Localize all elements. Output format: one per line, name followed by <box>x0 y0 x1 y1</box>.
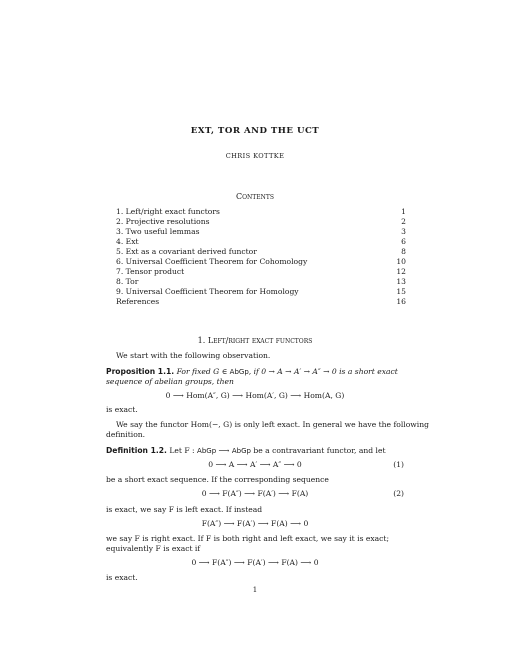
equation-1-number: (1) <box>393 460 404 469</box>
toc-entry[interactable] <box>116 257 406 267</box>
section-number: 1. <box>197 336 206 345</box>
toc-entry-label: 5. Ext as a covariant derived functor <box>116 247 257 256</box>
toc-entry-page: 13 <box>396 277 406 286</box>
proposition-text: For fixed <box>176 367 214 376</box>
equation-1: 0 ⟶ A ⟶ A′ ⟶ A″ ⟶ 0 <box>208 460 302 469</box>
toc-entry[interactable] <box>116 247 406 257</box>
section-heading <box>0 336 510 345</box>
proposition-line-1 <box>106 367 398 377</box>
toc-entry-label: 2. Projective resolutions <box>116 217 210 226</box>
toc-entry-label: 6. Universal Coefficient Theorem for Cohomology <box>116 257 308 266</box>
category-name: AbGp <box>197 447 217 455</box>
definition-text-line: is exact, we say F is left exact. If instead <box>106 505 263 514</box>
toc-entry[interactable] <box>116 207 406 217</box>
toc-entry-page: 12 <box>396 267 406 276</box>
toc-entry-label: 4. Ext <box>116 237 139 246</box>
definition-label: Definition 1.2. <box>106 446 167 455</box>
definition-text: be a contravariant functor, and let <box>250 446 386 455</box>
definition-line-1 <box>106 446 386 456</box>
definition-text: Let F : <box>169 446 198 455</box>
proposition-text: G ∈ <box>213 367 230 376</box>
category-name: AbGp <box>229 368 249 376</box>
author-name: CHRIS KOTTKE <box>225 152 285 160</box>
definition-text: ⟶ <box>216 446 232 455</box>
equation-3: F(A″) ⟶ F(A′) ⟶ F(A) ⟶ 0 <box>201 519 309 528</box>
table-of-contents <box>116 207 406 307</box>
toc-entry-page: 2 <box>401 217 406 226</box>
toc-entry-page: 1 <box>401 207 406 216</box>
toc-entry-label: 8. Tor <box>116 277 139 286</box>
remark-line-2: definition. <box>106 430 146 439</box>
toc-entry-label: References <box>116 297 160 306</box>
toc-entry-page: 8 <box>401 247 406 256</box>
definition-text-line: be a short exact sequence. If the corresponding sequence <box>106 475 329 484</box>
proposition-line-2: sequence of abelian groups, then <box>106 377 234 386</box>
toc-entry-label: 9. Universal Coefficient Theorem for Homology <box>116 287 299 296</box>
toc-entry-label: 7. Tensor product <box>116 267 185 276</box>
intro-paragraph: We start with the following observation. <box>116 351 271 360</box>
display-equation: 0 ⟶ Hom(A″, G) ⟶ Hom(A′, G) ⟶ Hom(A, G) <box>165 391 345 400</box>
definition-conclusion: is exact. <box>106 573 138 582</box>
toc-entry-label: 3. Two useful lemmas <box>116 227 200 236</box>
toc-entry-label: 1. Left/right exact functors <box>116 207 220 216</box>
section-title: Left/right exact functors <box>207 336 313 345</box>
equation-2: 0 ⟶ F(A″) ⟶ F(A′) ⟶ F(A) <box>201 489 309 498</box>
contents-heading: Contents <box>235 192 275 201</box>
definition-text-line: we say F is right exact. If F is both right and left exact, we say it is exact; <box>106 534 390 543</box>
toc-entry-page: 6 <box>401 237 406 246</box>
proposition-label: Proposition 1.1. <box>106 367 175 376</box>
toc-entry[interactable] <box>116 227 406 237</box>
definition-text-line: equivalently F is exact if <box>106 544 201 553</box>
toc-entry-page: 15 <box>396 287 406 296</box>
toc-entry-page: 3 <box>401 227 406 236</box>
toc-entry[interactable] <box>116 267 406 277</box>
paper-title: EXT, TOR AND THE UCT <box>190 126 320 136</box>
toc-entry-page: 16 <box>396 297 406 306</box>
toc-entry[interactable] <box>116 297 406 307</box>
toc-entry[interactable] <box>116 287 406 297</box>
equation-4: 0 ⟶ F(A″) ⟶ F(A′) ⟶ F(A) ⟶ 0 <box>191 558 319 567</box>
equation-2-number: (2) <box>393 489 404 498</box>
proposition-conclusion: is exact. <box>106 405 138 414</box>
toc-entry[interactable] <box>116 237 406 247</box>
toc-entry[interactable] <box>116 277 406 287</box>
proposition-text: , if 0 → A → A′ → A″ → 0 is a short exact <box>248 367 398 376</box>
remark-line-1: We say the functor Hom(−, G) is only left exact. In general we have the following <box>116 420 429 429</box>
page-number: 1 <box>252 586 258 594</box>
toc-entry[interactable] <box>116 217 406 227</box>
toc-entry-page: 10 <box>396 257 406 266</box>
category-name: AbGp <box>231 447 251 455</box>
